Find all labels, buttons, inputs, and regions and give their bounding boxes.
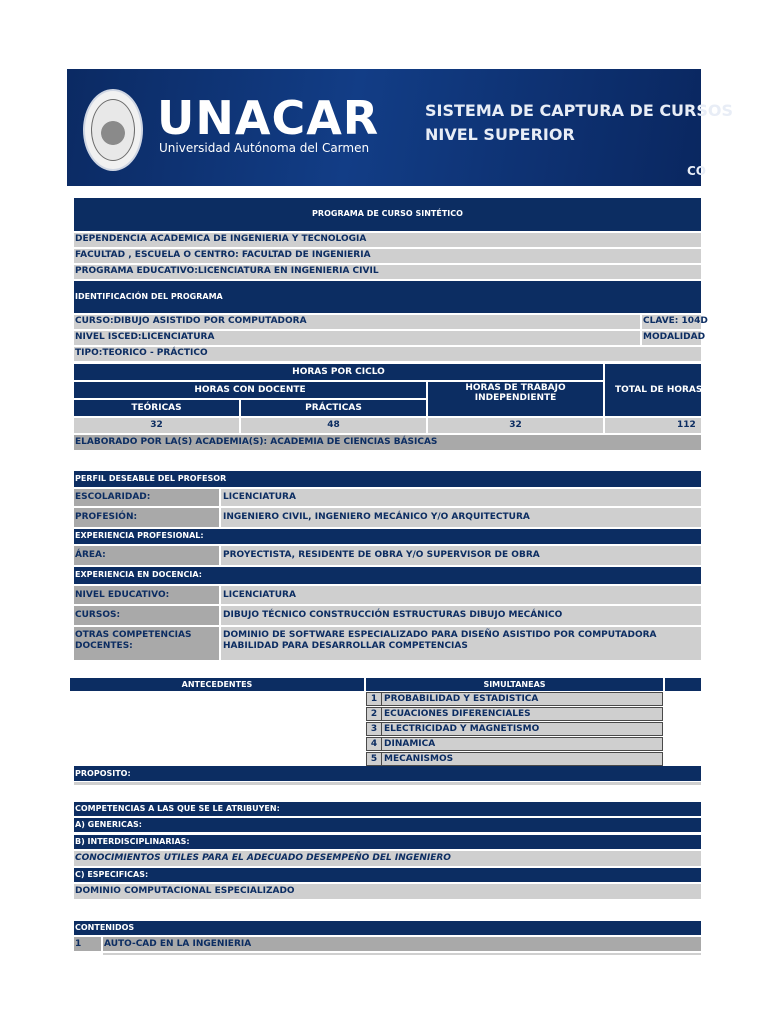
program-title: PROGRAMA DE CURSO SINTÉTICO: [74, 198, 701, 231]
area-label: ÁREA:: [74, 546, 219, 565]
antecedentes-header: ANTECEDENTES: [70, 678, 364, 691]
university-seal-icon: [83, 89, 143, 171]
simultanea-item: [366, 692, 663, 706]
teoricas-header: TEÓRICAS: [74, 400, 239, 416]
competencias-header: COMPETENCIAS A LAS QUE SE LE ATRIBUYEN:: [74, 802, 701, 816]
simultanea-number: 3: [367, 723, 382, 735]
interdisciplinarias-value: CONOCIMIENTOS UTILES PARA EL ADECUADO DESEMPEÑO DEL INGENIERO: [74, 851, 701, 866]
otras-competencias-label: OTRAS COMPETENCIAS DOCENTES:: [74, 627, 219, 660]
profesion-value: INGENIERO CIVIL, INGENIERO MECÁNICO Y/O ARQUITECTURA: [221, 508, 701, 527]
modalidad-cell: MODALIDAD: [642, 331, 701, 345]
simultanea-number: 4: [367, 738, 382, 750]
clave-cell: CLAVE: 104D: [642, 315, 701, 329]
header-banner: [67, 69, 734, 186]
tipo-row: TIPO:TEORICO - PRÁCTICO: [74, 347, 701, 361]
simultanea-number: 5: [367, 753, 382, 765]
simultanea-label: PROBABILIDAD Y ESTADISTICA: [384, 694, 539, 704]
profesion-label: PROFESIÓN:: [74, 508, 219, 527]
nivel-row: NIVEL ISCED:LICENCIATURA: [74, 331, 640, 345]
nivel-educativo-label: NIVEL EDUCATIVO:: [74, 586, 219, 604]
simultanea-label: MECANISMOS: [384, 754, 454, 764]
simultanea-label: ECUACIONES DIFERENCIALES: [384, 709, 531, 719]
especificas-value: DOMINIO COMPUTACIONAL ESPECIALIZADO: [74, 884, 701, 899]
logo-subtitle: Universidad Autónoma del Carmen: [159, 141, 370, 155]
proposito-content: [74, 782, 701, 785]
perfil-header: PERFIL DESEABLE DEL PROFESOR: [74, 471, 701, 487]
contenidos-subrow: [103, 953, 701, 955]
nivel-educativo-value: LICENCIATURA: [221, 586, 701, 604]
cursos-value: DIBUJO TÉCNICO CONSTRUCCIÓN ESTRUCTURAS DIBUJO MECÁNICO: [221, 606, 701, 625]
horas-con-docente-header: HORAS CON DOCENTE: [74, 382, 426, 398]
system-title-line1: SISTEMA DE CAPTURA DE CURSOS: [425, 101, 734, 120]
escolaridad-label: ESCOLARIDAD:: [74, 489, 219, 506]
area-value: PROYECTISTA, RESIDENTE DE OBRA Y/O SUPERVISOR DE OBRA: [221, 546, 701, 565]
seal-emblem: [91, 99, 135, 161]
otras-competencias-value: DOMINIO DE SOFTWARE ESPECIALIZADO PARA DISEÑO ASISTIDO POR COMPUTADORA HABILIDAD PARA DESARROLLAR COMPETENCIAS: [221, 627, 701, 660]
proposito-header: PROPOSITO:: [74, 766, 701, 781]
horas-por-ciclo-header: HORAS POR CICLO: [74, 364, 603, 380]
total-value: 112: [605, 418, 701, 433]
teoricas-value: 32: [74, 418, 239, 433]
simultanea-item: [366, 707, 663, 721]
experiencia-profesional-header: EXPERIENCIA PROFESIONAL:: [74, 529, 701, 544]
simultaneas-header: SIMULTANEAS: [366, 678, 663, 691]
practicas-header: PRÁCTICAS: [241, 400, 426, 416]
identificacion-header: IDENTIFICACIÓN DEL PROGRAMA: [74, 281, 701, 313]
simultanea-number: 2: [367, 708, 382, 720]
experiencia-docencia-header: EXPERIENCIA EN DOCENCIA:: [74, 567, 701, 584]
simultanea-item: [366, 737, 663, 751]
simultanea-item: [366, 752, 663, 766]
especificas-header: C) ESPECIFICAS:: [74, 868, 701, 882]
curso-row: CURSO:DIBUJO ASISTIDO POR COMPUTADORA: [74, 315, 640, 329]
programa-row: PROGRAMA EDUCATIVO:LICENCIATURA EN INGENIERIA CIVIL: [74, 265, 701, 279]
facultad-row: FACULTAD , ESCUELA O CENTRO: FACULTAD DE INGENIERIA: [74, 249, 701, 263]
simultanea-label: ELECTRICIDAD Y MAGNETISMO: [384, 724, 540, 734]
elaborado-row: ELABORADO POR LA(S) ACADEMIA(S): ACADEMIA DE CIENCIAS BÁSICAS: [74, 435, 701, 450]
total-horas-header: TOTAL DE HORAS: [605, 364, 701, 416]
cursos-label: CURSOS:: [74, 606, 219, 625]
logo-text: UNACAR: [157, 91, 380, 145]
dependencia-row: DEPENDENCIA ACADEMICA DE INGENIERIA Y TECNOLOGIA: [74, 233, 701, 247]
contenidos-header: CONTENIDOS: [74, 921, 701, 935]
interdisciplinarias-header: B) INTERDISCIPLINARIAS:: [74, 835, 701, 849]
header-corner-text: CO: [687, 164, 707, 178]
simultanea-label: DINAMICA: [384, 739, 436, 749]
independiente-value: 32: [428, 418, 603, 433]
simultanea-item: [366, 722, 663, 736]
contenidos-number: 1: [74, 937, 101, 951]
genericas-header: A) GENERICAS:: [74, 818, 701, 832]
escolaridad-value: LICENCIATURA: [221, 489, 701, 506]
simultanea-number: 1: [367, 693, 382, 705]
relations-header-end: [665, 678, 701, 691]
practicas-value: 48: [241, 418, 426, 433]
contenidos-item: AUTO-CAD EN LA INGENIERIA: [103, 937, 701, 951]
horas-trabajo-independiente-header: HORAS DE TRABAJO INDEPENDIENTE: [428, 382, 603, 416]
system-title-line2: NIVEL SUPERIOR: [425, 125, 575, 144]
